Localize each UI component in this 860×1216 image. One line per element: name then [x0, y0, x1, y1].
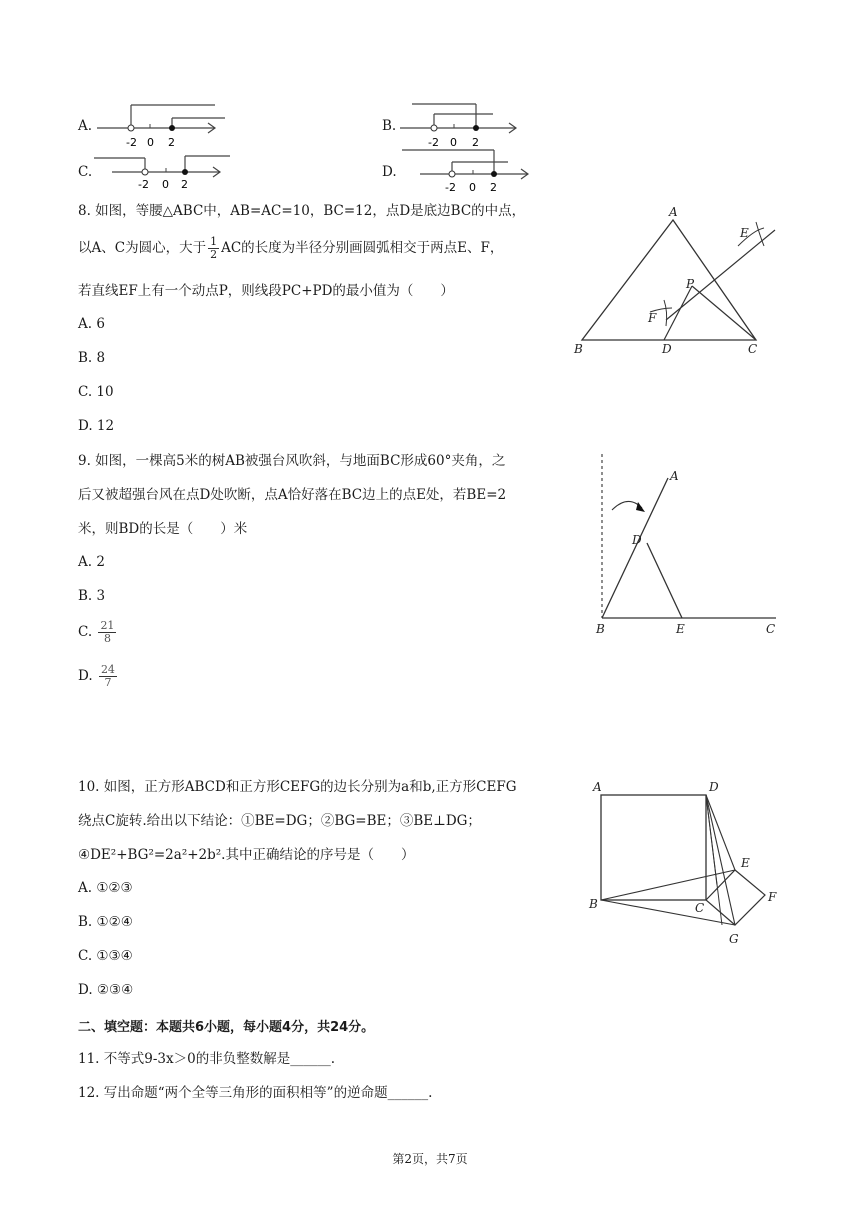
q8-stem-line2b: AC的长度为半径分别画圆弧相交于两点E、F，	[221, 240, 504, 256]
q10-option-c: C. ①③④	[78, 948, 133, 964]
tick-label: -2	[138, 178, 149, 191]
q9-option-c: C. $\frac{21}{8}$	[78, 619, 115, 645]
tick-label: 0	[147, 136, 154, 149]
q8-stem-line2a: 以A、C为圆心，大于	[78, 240, 207, 256]
label-a: A	[670, 469, 679, 483]
label-f: F	[768, 890, 777, 904]
q10-option-b: B. ①②④	[78, 914, 133, 930]
tick-label: -2	[126, 136, 137, 149]
label-c: C	[766, 622, 776, 636]
section-heading-fill-in: 二、填空题：本题共6小题，每小题4分，共24分。	[78, 1020, 375, 1035]
q9-option-b: B. 3	[78, 588, 106, 604]
q10-stem-line2: 绕点C旋转.给出以下结论：①BE=DG；②BG=BE；③BE⊥DG；	[78, 813, 481, 829]
q10-stem-line1: 10. 如图，正方形ABCD和正方形CEFG的边长分别为a和b,正方形CEFG	[78, 779, 517, 795]
tick-label: 2	[490, 181, 497, 194]
label-b: B	[596, 622, 605, 636]
tick-label: -2	[428, 136, 439, 149]
q7-option-c-label: C.	[78, 164, 93, 180]
label-c: C	[695, 901, 705, 915]
q8-stem-line2	[78, 236, 503, 261]
q11-stem: 11. 不等式9-3x＞0的非负整数解是______.	[78, 1051, 335, 1067]
tick-label: -2	[445, 181, 456, 194]
tick-label: 2	[181, 178, 188, 191]
q7-option-d-label: D.	[382, 164, 397, 180]
q8-option-b: B. 8	[78, 350, 106, 366]
fraction-half: $\frac{1}{2}$	[210, 235, 218, 261]
q10-stem-line3: ④DE²+BG²=2a²+2b².其中正确结论的序号是（ ）	[78, 847, 415, 863]
label-b: B	[574, 342, 583, 356]
tick-label: 2	[168, 136, 175, 149]
q12-stem: 12. 写出命题“两个全等三角形的面积相等”的逆命题______.	[78, 1085, 433, 1101]
tick-label: 0	[469, 181, 476, 194]
q8-figure-triangle	[570, 200, 790, 360]
q10-figure-squares	[585, 775, 785, 950]
label-a: A	[669, 205, 678, 219]
q10-option-a: A. ①②③	[78, 880, 133, 896]
label-g: G	[729, 932, 739, 946]
tick-label: 2	[472, 136, 479, 149]
q9-figure-tree	[590, 450, 790, 640]
tick-label: 0	[162, 178, 169, 191]
q10-option-d: D. ②③④	[78, 982, 134, 998]
label-c: C	[748, 342, 758, 356]
tick-label: 0	[450, 136, 457, 149]
q9-option-d: D. $\frac{24}{7}$	[78, 663, 115, 689]
q9-stem-line1: 9. 如图，一棵高5米的树AB被强台风吹斜，与地面BC形成60°夹角，之	[78, 453, 506, 469]
q7-option-c-number-line	[92, 150, 237, 192]
q9-stem-line3: 米，则BD的长是（ ）米	[78, 521, 248, 537]
label-p: P	[686, 277, 695, 291]
label-b: B	[589, 897, 598, 911]
q7-option-b-label: B.	[382, 118, 397, 134]
label-e: E	[740, 226, 749, 240]
q9-option-a: A. 2	[78, 554, 105, 570]
q9-stem-line2: 后又被超强台风在点D处吹断，点A恰好落在BC边上的点E处，若BE=2	[78, 487, 507, 503]
q7-option-a-number-line	[95, 100, 230, 150]
label-e: E	[741, 856, 750, 870]
q8-option-c: C. 10	[78, 384, 114, 400]
label-d: D	[709, 780, 719, 794]
page-footer: 第2页，共7页	[392, 1152, 468, 1166]
q8-stem-line1: 8. 如图，等腰△ABC中，AB=AC=10，BC=12，点D是底边BC的中点，	[78, 203, 526, 219]
label-e: E	[676, 622, 685, 636]
q8-option-a: A. 6	[78, 316, 105, 332]
q7-option-d-number-line	[398, 140, 536, 194]
q8-option-d: D. 12	[78, 418, 115, 434]
label-d: D	[662, 342, 672, 356]
label-d: D	[632, 533, 642, 547]
label-f: F	[648, 311, 657, 325]
q7-option-a-label: A.	[78, 118, 93, 134]
q8-stem-line3: 若直线EF上有一个动点P，则线段PC+PD的最小值为（ ）	[78, 283, 454, 299]
label-a: A	[593, 780, 602, 794]
